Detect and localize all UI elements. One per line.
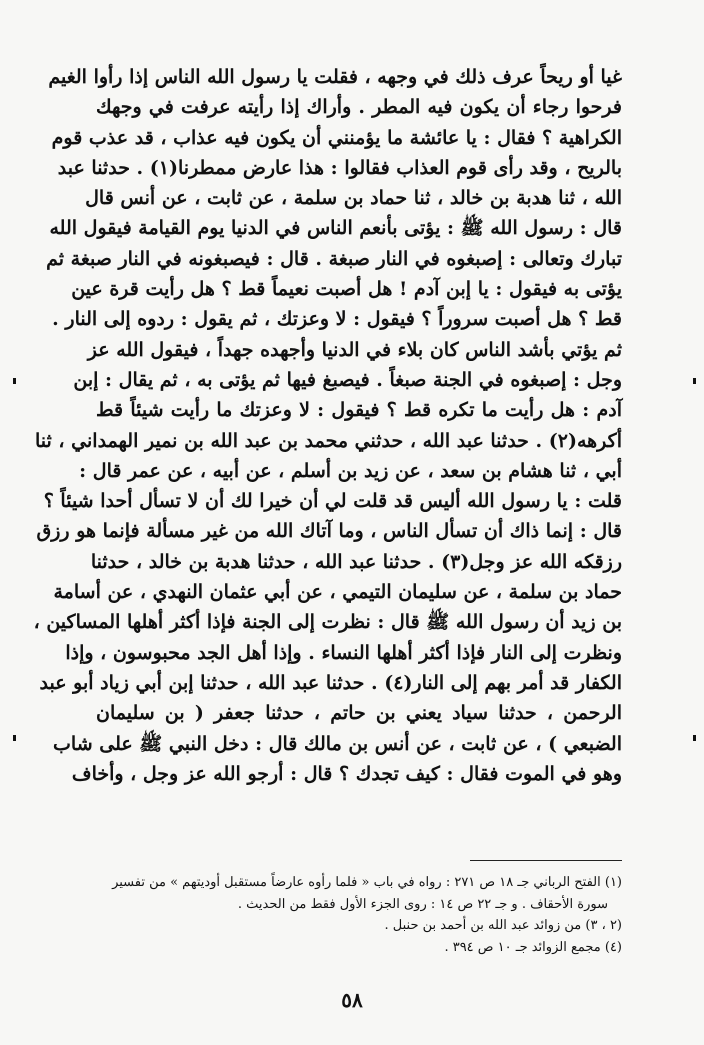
text-line: بالريح ، وقد رأى قوم العذاب فقالوا : هذا عارض ممطرنا(١) . حدثنا عبد <box>57 156 622 179</box>
text-line: آدم : هل رأيت ما تكره قط ؟ فيقول : لا وعزتك ما رأيت شيئاً قط <box>96 399 622 422</box>
footnote-line: (٢ ، ٣) من زوائد عبد الله بن أحمد بن حنبل . <box>384 918 622 933</box>
text-line: بن زيد أن رسول الله ﷺ قال : نظرت إلى الجنة فإذا أكثر أهلها المساكين ، <box>33 611 622 634</box>
text-line: يؤتى به فيقول : يا إبن آدم ! هل أصبت نعيماً قط ؟ هل رأيت قرة عين <box>71 278 622 301</box>
main-text <box>33 62 622 789</box>
scan-margin-mark <box>693 378 696 384</box>
scan-margin-mark <box>13 735 16 741</box>
text-line: ونظرت إلى النار فإذا أكثر أهلها النساء . وإذا أهل الجد محبوسون ، وإذا <box>65 641 622 664</box>
scan-margin-mark <box>13 378 16 384</box>
text-line: وهو في الموت فقال : كيف تجدك ؟ قال : أرجو الله عز وجل ، وأخاف <box>71 762 622 785</box>
text-line: الرحمن ، حدثنا سياد يعني بن حاتم ، حدثنا جعفر ( بن سليمان <box>96 702 622 725</box>
footnote-line: (١) الفتح الرباني جـ ١٨ ص ٢٧١ : رواه في باب « فلما رأوه عارضاً مستقبل أوديتهم » من تفسير <box>112 875 622 890</box>
text-line: قط ؟ هل أصبت سروراً ؟ فيقول : لا وعزتك ، ثم يقول : ردوه إلى النار . <box>52 308 622 331</box>
text-line: رزقكه الله عز وجل(٣) . حدثنا عبد الله ، حدثنا هدبة بن خالد ، حدثنا <box>90 550 622 573</box>
text-line: الله ، ثنا هدبة بن خالد ، ثنا حماد بن سلمة ، عن ثابت ، عن أنس قال <box>85 187 622 210</box>
footnote-separator <box>470 860 622 861</box>
footnote-line: سورة الأحقاف . و جـ ٢٢ ص ١٤ : روى الجزء الأول فقط من الحديث . <box>237 896 608 912</box>
footnote-line: (٤) مجمع الزوائد جـ ١٠ ص ٣٩٤ . <box>444 939 622 955</box>
text-line: الكفار قد أمر بهم إلى النار(٤) . حدثنا عبد الله ، حدثنا إبن أبي زياد أبو عبد <box>39 671 622 694</box>
text-line: قال : رسول الله ﷺ : يؤتى بأنعم الناس في الدنيا يوم القيامة فيقول الله <box>49 217 622 240</box>
text-line: وجل : إصبغوه في الجنة صبغاً . فيصبغ فيها ثم يؤتى به ، ثم يقال : إبن <box>73 368 622 391</box>
text-line: غيا أو ريحاً عرف ذلك في وجهه ، فقلت يا رسول الله الناس إذا رأوا الغيم <box>48 66 622 88</box>
text-line: الكراهية ؟ فقال : يا عائشة ما يؤمنني أن يكون فيه عذاب ، قد عذب قوم <box>51 126 622 149</box>
text-line: أبي ، ثنا هشام بن سعد ، عن زيد بن أسلم ، عن أبيه ، عن عمر قال : <box>79 459 622 482</box>
text-line: ثم يؤتي بأشد الناس كان بلاء في الدنيا وأجهده جهداً ، فيقول الله عز <box>87 338 622 361</box>
text-line: قلت : يا رسول الله أليس قد قلت لي أن خيرا لك أن لا تسأل أحدا شيئاً ؟ <box>43 490 622 513</box>
text-line: أكرهه(٢) . حدثنا عبد الله ، حدثني محمد بن عبد الله بن نمير الهمداني ، ثنا <box>35 429 622 452</box>
text-line: قال : إنما ذاك أن تسأل الناس ، وما آتاك الله من غير مسألة فإنما هو رزق <box>36 520 622 543</box>
footnotes <box>112 872 622 958</box>
text-line: فرحوا رجاء أن يكون فيه المطر . وأراك إذا رأيته عرفت في وجهك <box>96 96 622 119</box>
text-line: حماد بن سلمة ، عن سليمان التيمي ، عن أبي عثمان النهدي ، عن أسامة <box>53 581 622 604</box>
page-number: ٥٨ <box>341 988 363 1012</box>
text-line: الضبعي ) ، عن ثابت ، عن أنس بن مالك قال : دخل النبي ﷺ على شاب <box>53 732 622 755</box>
scan-margin-mark <box>693 735 696 741</box>
text-line: تبارك وتعالى : إصبغوه في النار صبغة . قال : فيصبغونه في النار صبغة ثم <box>46 247 622 270</box>
